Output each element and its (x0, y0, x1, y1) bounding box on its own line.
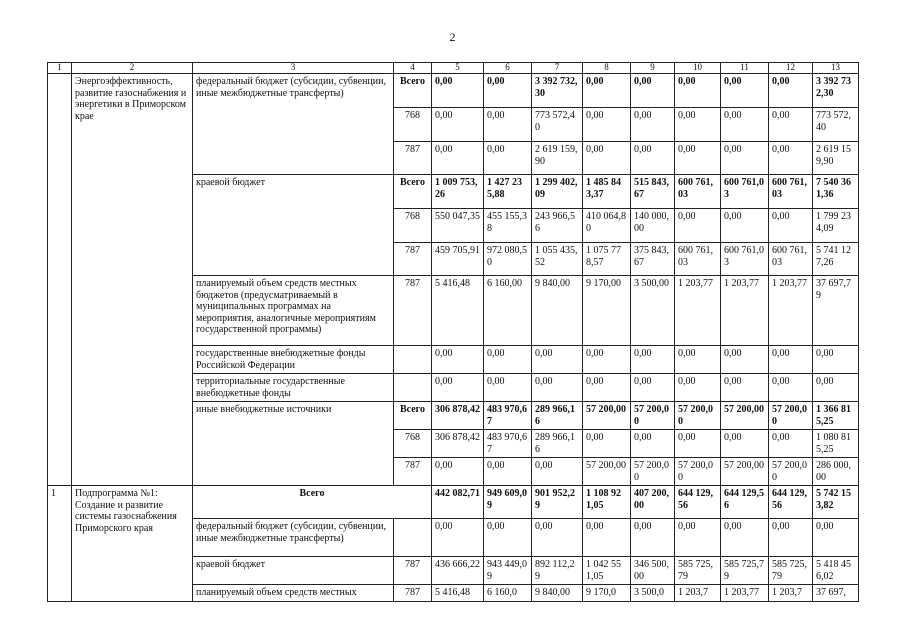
value-cell: 0,00 (675, 519, 721, 557)
code-cell (394, 519, 432, 557)
value-cell: 57 200,00 (769, 402, 813, 430)
value-cell: 1 108 921,05 (583, 486, 631, 519)
value-cell: 0,00 (813, 374, 859, 402)
value-cell: 1 366 815,25 (813, 402, 859, 430)
funding-row (48, 74, 859, 108)
value-cell: 243 966,56 (532, 209, 583, 243)
value-cell: 0,00 (583, 74, 631, 108)
funding-source-cell: планируемый объем средств местных (193, 585, 394, 602)
budget-table (47, 62, 859, 602)
value-cell: 375 843,67 (631, 243, 675, 276)
header-row (48, 63, 859, 74)
value-cell: 585 725,79 (675, 557, 721, 585)
code-cell: 787 (394, 557, 432, 585)
value-cell: 0,00 (532, 374, 583, 402)
funding-source-cell: краевой бюджет (193, 175, 394, 276)
value-cell: 0,00 (432, 142, 484, 175)
funding-source-cell: государственные внебюджетные фонды Российской Федерации (193, 346, 394, 374)
value-cell: 0,00 (721, 74, 769, 108)
value-cell: 600 761,03 (721, 243, 769, 276)
value-cell: 57 200,00 (675, 458, 721, 486)
value-cell: 1 427 235,88 (484, 175, 532, 209)
program-name-cell: Подпрограмма №1: Создание и развитие системы газоснабжения Приморского края (72, 486, 193, 602)
header-cell: 10 (675, 63, 721, 74)
value-cell: 346 500,00 (631, 557, 675, 585)
value-cell: 57 200,00 (721, 402, 769, 430)
value-cell: 0,00 (484, 374, 532, 402)
value-cell: 0,00 (484, 74, 532, 108)
value-cell: 57 200,00 (675, 402, 721, 430)
row-number-cell (48, 74, 72, 486)
value-cell: 0,00 (721, 209, 769, 243)
value-cell: 585 725,79 (769, 557, 813, 585)
value-cell: 140 000,00 (631, 209, 675, 243)
value-cell: 0,00 (721, 374, 769, 402)
value-cell: 1 080 815,25 (813, 430, 859, 458)
value-cell: 0,00 (675, 74, 721, 108)
total-label-cell: Всего (193, 486, 432, 519)
value-cell: 1 075 778,57 (583, 243, 631, 276)
value-cell: 410 064,80 (583, 209, 631, 243)
code-cell: 768 (394, 209, 432, 243)
program-name-cell: Энергоэффективность, развитие газоснабжения и энергетики в Приморском крае (72, 74, 193, 486)
value-cell: 0,00 (675, 142, 721, 175)
value-cell: 1 485 843,37 (583, 175, 631, 209)
value-cell: 1 299 402,09 (532, 175, 583, 209)
value-cell: 57 200,00 (631, 458, 675, 486)
value-cell: 9 170,0 (583, 585, 631, 602)
value-cell: 442 082,71 (432, 486, 484, 519)
value-cell: 901 952,29 (532, 486, 583, 519)
value-cell: 949 609,09 (484, 486, 532, 519)
value-cell: 5 418 456,02 (813, 557, 859, 585)
value-cell: 407 200,00 (631, 486, 675, 519)
value-cell: 57 200,00 (583, 458, 631, 486)
value-cell: 1 203,77 (721, 276, 769, 346)
value-cell: 483 970,67 (484, 402, 532, 430)
funding-source-cell: федеральный бюджет (субсидии, субвенции, иные межбюджетные трансферты) (193, 519, 394, 557)
value-cell: 5 742 153,82 (813, 486, 859, 519)
value-cell: 0,00 (675, 108, 721, 142)
value-cell: 1 203,77 (675, 276, 721, 346)
code-cell: 787 (394, 276, 432, 346)
value-cell: 550 047,35 (432, 209, 484, 243)
value-cell: 0,00 (432, 108, 484, 142)
value-cell: 600 761,03 (721, 175, 769, 209)
value-cell: 0,00 (769, 430, 813, 458)
value-cell: 600 761,03 (769, 243, 813, 276)
code-cell: Всего (394, 74, 432, 108)
header-cell: 13 (813, 63, 859, 74)
value-cell: 0,00 (583, 346, 631, 374)
value-cell: 3 392 732,30 (532, 74, 583, 108)
value-cell: 0,00 (432, 374, 484, 402)
row-number-cell: 1 (48, 486, 72, 602)
value-cell: 644 129,56 (675, 486, 721, 519)
header-cell: 8 (583, 63, 631, 74)
code-cell (394, 374, 432, 402)
header-cell: 3 (193, 63, 394, 74)
value-cell: 0,00 (721, 142, 769, 175)
value-cell: 2 619 159,90 (813, 142, 859, 175)
value-cell: 0,00 (432, 74, 484, 108)
value-cell: 1 203,7 (769, 585, 813, 602)
value-cell: 0,00 (675, 346, 721, 374)
code-cell: 787 (394, 142, 432, 175)
value-cell: 0,00 (532, 346, 583, 374)
header-cell: 12 (769, 63, 813, 74)
value-cell: 0,00 (675, 209, 721, 243)
value-cell: 600 761,03 (675, 175, 721, 209)
value-cell: 1 042 551,05 (583, 557, 631, 585)
value-cell: 0,00 (769, 519, 813, 557)
value-cell: 972 080,50 (484, 243, 532, 276)
value-cell: 585 725,79 (721, 557, 769, 585)
code-cell: 787 (394, 585, 432, 602)
subprogram-total-row (48, 486, 859, 519)
value-cell: 0,00 (583, 374, 631, 402)
value-cell: 0,00 (631, 430, 675, 458)
code-cell: Всего (394, 402, 432, 430)
value-cell: 0,00 (813, 519, 859, 557)
value-cell: 0,00 (631, 374, 675, 402)
value-cell: 0,00 (432, 458, 484, 486)
value-cell: 306 878,42 (432, 430, 484, 458)
code-cell: 768 (394, 430, 432, 458)
value-cell: 0,00 (583, 430, 631, 458)
value-cell: 0,00 (484, 346, 532, 374)
value-cell: 6 160,00 (484, 276, 532, 346)
value-cell: 0,00 (631, 346, 675, 374)
value-cell: 459 705,91 (432, 243, 484, 276)
value-cell: 0,00 (631, 142, 675, 175)
value-cell: 436 666,22 (432, 557, 484, 585)
value-cell: 483 970,67 (484, 430, 532, 458)
header-cell: 2 (72, 63, 193, 74)
value-cell: 3 500,0 (631, 585, 675, 602)
value-cell: 1 203,77 (769, 276, 813, 346)
value-cell: 0,00 (432, 519, 484, 557)
value-cell: 37 697,79 (813, 276, 859, 346)
funding-source-cell: иные внебюджетные источники (193, 402, 394, 486)
value-cell: 0,00 (432, 346, 484, 374)
code-cell: 787 (394, 458, 432, 486)
header-cell: 7 (532, 63, 583, 74)
value-cell: 5 741 127,26 (813, 243, 859, 276)
header-cell: 9 (631, 63, 675, 74)
value-cell: 1 799 234,09 (813, 209, 859, 243)
value-cell: 2 619 159,90 (532, 142, 583, 175)
value-cell: 0,00 (769, 142, 813, 175)
value-cell: 57 200,00 (583, 402, 631, 430)
value-cell: 773 572,40 (532, 108, 583, 142)
value-cell: 37 697, (813, 585, 859, 602)
value-cell: 0,00 (675, 430, 721, 458)
value-cell: 644 129,56 (721, 486, 769, 519)
value-cell: 289 966,16 (532, 430, 583, 458)
value-cell: 0,00 (484, 458, 532, 486)
value-cell: 600 761,03 (675, 243, 721, 276)
value-cell: 9 840,00 (532, 276, 583, 346)
value-cell: 5 416,48 (432, 276, 484, 346)
value-cell: 0,00 (532, 458, 583, 486)
value-cell: 0,00 (631, 108, 675, 142)
value-cell: 0,00 (721, 519, 769, 557)
funding-source-cell: территориальные государственные внебюджетные фонды (193, 374, 394, 402)
code-cell (394, 346, 432, 374)
page-number: 2 (449, 30, 456, 44)
value-cell: 0,00 (769, 346, 813, 374)
value-cell: 0,00 (484, 519, 532, 557)
value-cell: 57 200,00 (721, 458, 769, 486)
value-cell: 943 449,09 (484, 557, 532, 585)
header-cell: 6 (484, 63, 532, 74)
value-cell: 289 966,16 (532, 402, 583, 430)
value-cell: 0,00 (631, 74, 675, 108)
value-cell: 9 840,00 (532, 585, 583, 602)
value-cell: 0,00 (721, 430, 769, 458)
value-cell: 0,00 (769, 74, 813, 108)
value-cell: 0,00 (532, 519, 583, 557)
value-cell: 773 572,40 (813, 108, 859, 142)
value-cell: 0,00 (484, 142, 532, 175)
value-cell: 1 203,7 (675, 585, 721, 602)
value-cell: 7 540 361,36 (813, 175, 859, 209)
value-cell: 0,00 (769, 108, 813, 142)
value-cell: 0,00 (583, 142, 631, 175)
value-cell: 6 160,0 (484, 585, 532, 602)
value-cell: 306 878,42 (432, 402, 484, 430)
header-cell: 5 (432, 63, 484, 74)
value-cell: 1 055 435,52 (532, 243, 583, 276)
code-cell: 768 (394, 108, 432, 142)
value-cell: 3 392 732,30 (813, 74, 859, 108)
value-cell: 1 203,77 (721, 585, 769, 602)
value-cell: 0,00 (769, 209, 813, 243)
funding-source-cell: планируемый объем средств местных бюджетов (предусматриваемый в муниципальных программах на мероприятия, аналогичные мероприятиям государственной программы) (193, 276, 394, 346)
funding-source-cell: федеральный бюджет (субсидии, субвенции, иные межбюджетные трансферты) (193, 74, 394, 175)
value-cell: 3 500,00 (631, 276, 675, 346)
value-cell: 892 112,29 (532, 557, 583, 585)
value-cell: 515 843,67 (631, 175, 675, 209)
value-cell: 57 200,00 (769, 458, 813, 486)
value-cell: 600 761,03 (769, 175, 813, 209)
value-cell: 0,00 (721, 108, 769, 142)
value-cell: 455 155,38 (484, 209, 532, 243)
header-cell: 11 (721, 63, 769, 74)
value-cell: 0,00 (721, 346, 769, 374)
header-cell: 1 (48, 63, 72, 74)
value-cell: 0,00 (583, 519, 631, 557)
value-cell: 0,00 (484, 108, 532, 142)
value-cell: 644 129,56 (769, 486, 813, 519)
value-cell: 0,00 (813, 346, 859, 374)
header-cell: 4 (394, 63, 432, 74)
funding-source-cell: краевой бюджет (193, 557, 394, 585)
value-cell: 1 009 753,26 (432, 175, 484, 209)
value-cell: 9 170,00 (583, 276, 631, 346)
code-cell: Всего (394, 175, 432, 209)
code-cell: 787 (394, 243, 432, 276)
value-cell: 0,00 (631, 519, 675, 557)
value-cell: 0,00 (675, 374, 721, 402)
value-cell: 57 200,00 (631, 402, 675, 430)
value-cell: 0,00 (769, 374, 813, 402)
value-cell: 5 416,48 (432, 585, 484, 602)
value-cell: 0,00 (583, 108, 631, 142)
value-cell: 286 000,00 (813, 458, 859, 486)
